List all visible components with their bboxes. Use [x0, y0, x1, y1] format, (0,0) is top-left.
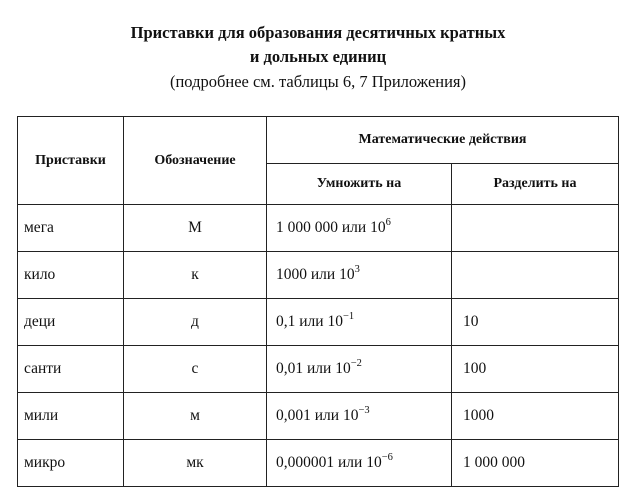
- cell-divide: 1000: [452, 393, 619, 440]
- multiply-value: 0,1 или 10: [276, 313, 343, 330]
- cell-divide: [452, 205, 619, 252]
- multiply-value: 0,001 или 10: [276, 407, 359, 424]
- cell-symbol: с: [124, 346, 267, 393]
- cell-multiply: [267, 299, 452, 346]
- header-multiply: Умножить на: [267, 164, 452, 205]
- multiply-value: 1000 или 10: [276, 266, 355, 283]
- multiply-value: 0,01 или 10: [276, 360, 351, 377]
- multiply-exponent: 6: [385, 217, 391, 228]
- table-row: [18, 440, 619, 487]
- multiply-value: 1 000 000 или 10: [276, 219, 386, 236]
- cell-symbol: мк: [124, 440, 267, 487]
- cell-multiply: [267, 346, 452, 393]
- cell-prefix: кило: [18, 252, 124, 299]
- header-prefix: Приставки: [18, 117, 124, 205]
- cell-prefix: деци: [18, 299, 124, 346]
- cell-multiply: [267, 440, 452, 487]
- cell-multiply: [267, 252, 452, 299]
- table-row: [18, 252, 619, 299]
- cell-symbol: д: [124, 299, 267, 346]
- cell-divide: 100: [452, 346, 619, 393]
- cell-divide: 1 000 000: [452, 440, 619, 487]
- cell-multiply: [267, 205, 452, 252]
- subtitle-reference: (подробнее см. таблицы 6, 7 Приложения): [169, 72, 467, 91]
- cell-symbol: М: [124, 205, 267, 252]
- cell-prefix: мега: [18, 205, 124, 252]
- table-row: [18, 205, 619, 252]
- prefixes-table: [17, 116, 619, 487]
- cell-prefix: санти: [18, 346, 124, 393]
- title-line-2: и дольных единиц: [249, 47, 387, 66]
- header-divide: Разделить на: [452, 164, 619, 205]
- cell-symbol: м: [124, 393, 267, 440]
- cell-multiply: [267, 393, 452, 440]
- cell-symbol: к: [124, 252, 267, 299]
- multiply-exponent: −3: [358, 405, 370, 416]
- title-line-1: Приставки для образования десятичных кратных: [130, 23, 506, 42]
- multiply-value: 0,000001 или 10: [276, 454, 382, 471]
- table-row: [18, 393, 619, 440]
- header-symbol: Обозначение: [124, 117, 267, 205]
- table-row: [18, 299, 619, 346]
- header-operations: Математические действия: [267, 117, 619, 164]
- multiply-exponent: −1: [342, 311, 355, 322]
- cell-prefix: мили: [18, 393, 124, 440]
- multiply-exponent: −2: [350, 358, 362, 369]
- cell-divide: [452, 252, 619, 299]
- table-body: [18, 205, 619, 487]
- table-row: [18, 346, 619, 393]
- cell-divide: 10: [452, 299, 619, 346]
- cell-prefix: микро: [18, 440, 124, 487]
- multiply-exponent: −6: [381, 452, 393, 463]
- multiply-exponent: 3: [354, 264, 360, 275]
